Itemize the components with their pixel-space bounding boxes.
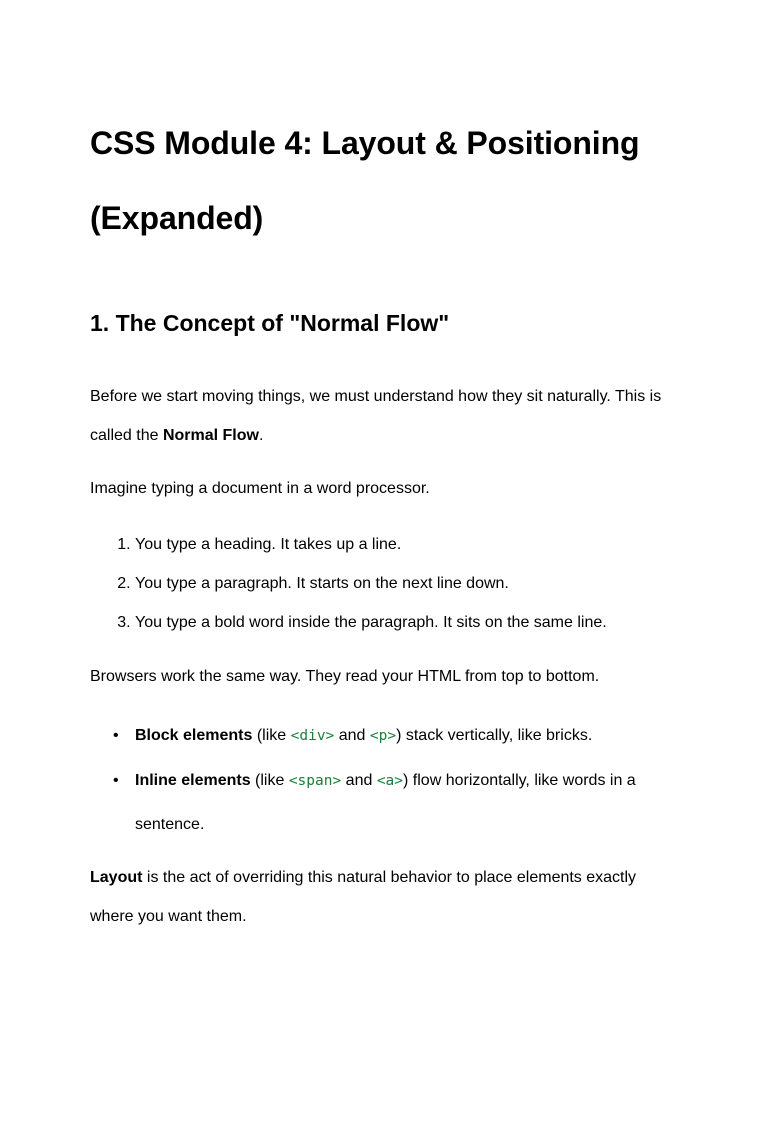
element-types-list	[90, 714, 678, 846]
layout-text: is the act of overriding this natural behavior to place elements exactly where you want them.	[90, 869, 637, 925]
code-span: <span>	[288, 773, 342, 789]
list-item: 1. You type a heading. It takes up a line.	[135, 525, 678, 564]
browsers-paragraph: Browsers work the same way. They read your HTML from top to bottom.	[90, 667, 600, 685]
intro-end: .	[258, 426, 264, 444]
layout-term: Layout	[90, 869, 143, 886]
block-elements-term: Block elements	[135, 727, 253, 744]
inline-text-2: and	[341, 772, 377, 789]
code-p: <p>	[369, 728, 397, 744]
bullet-icon: •	[113, 727, 119, 744]
list-item: 3. You type a bold word inside the paragraph. It sits on the same line.	[135, 603, 678, 642]
code-div: <div>	[290, 728, 335, 744]
document-page	[0, 106, 768, 1130]
steps-list	[90, 525, 678, 642]
block-text-3: ) stack vertically, like bricks.	[396, 727, 593, 744]
layout-paragraph	[90, 859, 678, 936]
intro-text: Before we start moving things, we must understand how they sit naturally. This is called the	[90, 388, 662, 444]
block-text-2: and	[334, 727, 370, 744]
inline-text-3: ) flow horizontally, like words in a sentence.	[135, 772, 636, 833]
inline-text-1: (like	[250, 772, 289, 789]
intro-bold-term: Normal Flow	[162, 426, 259, 444]
intro-paragraph	[90, 378, 678, 455]
imagine-paragraph: Imagine typing a document in a word processor.	[90, 480, 430, 497]
document-title: CSS Module 4: Layout & Positioning (Expanded)	[90, 125, 640, 236]
block-text-1: (like	[252, 727, 291, 744]
code-a: <a>	[376, 773, 404, 789]
list-item: 2. You type a paragraph. It starts on the next line down.	[135, 564, 678, 603]
list-item-block-elements	[113, 714, 678, 758]
bullet-icon: •	[113, 772, 119, 789]
section-heading-normal-flow: 1. The Concept of "Normal Flow"	[90, 310, 450, 336]
list-item-inline-elements	[113, 759, 678, 846]
inline-elements-term: Inline elements	[135, 772, 251, 789]
